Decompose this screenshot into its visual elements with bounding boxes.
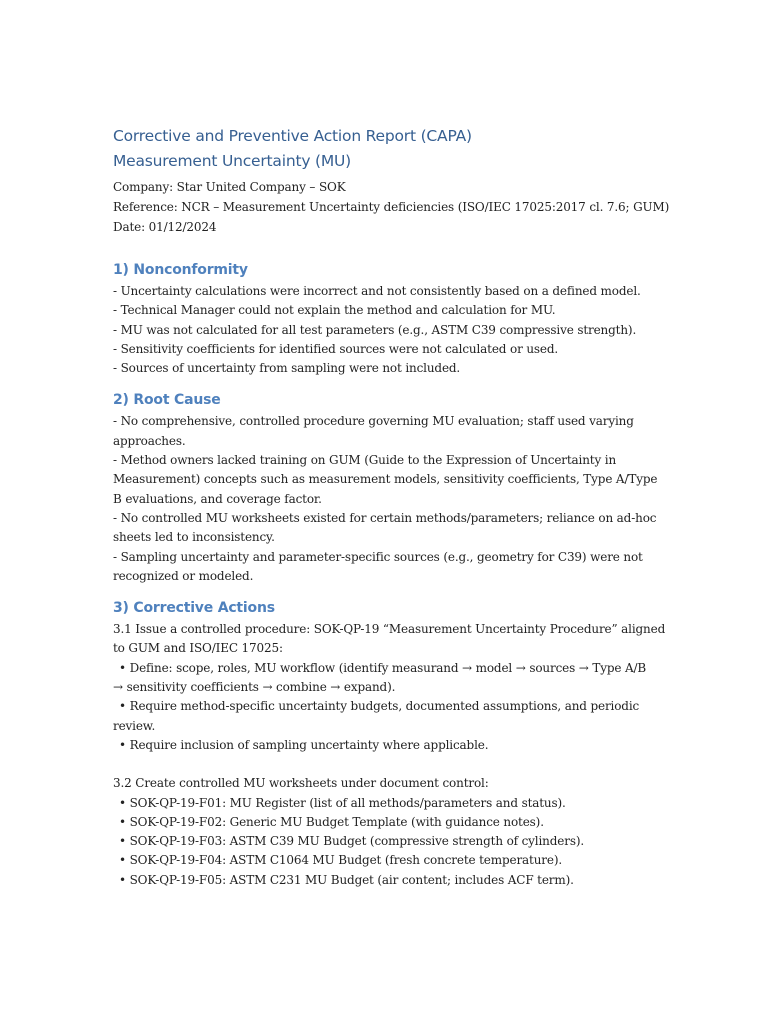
nonconformity-heading: 1) Nonconformity: [113, 262, 248, 278]
report-subtitle: Measurement Uncertainty (MU): [113, 152, 352, 170]
company-line: Company: Star United Company – SOK: [113, 180, 346, 194]
report-meta: [113, 177, 673, 237]
bullet-item: • SOK-QP-19-F04: ASTM C1064 MU Budget (fresh concrete temperature).: [119, 853, 563, 868]
root-cause-text: [113, 412, 673, 586]
report-title: Corrective and Preventive Action Report (CAPA): [113, 127, 472, 145]
text-line: Measurement) concepts such as measurement models, sensitivity coefficients, Type A/Type: [113, 472, 658, 487]
document-page: [113, 124, 673, 890]
corrective-actions-section-1: [113, 620, 673, 755]
text-line: → sensitivity coefficients → combine → expand).: [113, 680, 396, 695]
list-item: - Sources of uncertainty from sampling were not included.: [113, 361, 461, 376]
date-line: Date: 01/12/2024: [113, 220, 217, 234]
text-line: - Sampling uncertainty and parameter-specific sources (e.g., geometry for C39) were not: [113, 549, 643, 564]
reference-line: Reference: NCR – Measurement Uncertainty deficiencies (ISO/IEC 17025:2017 cl. 7.6; GUM): [113, 200, 670, 214]
paragraph-gap: [113, 755, 673, 774]
text-line: - Method owners lacked training on GUM (Guide to the Expression of Uncertainty in: [113, 453, 617, 468]
text-line: B evaluations, and coverage factor.: [113, 491, 322, 506]
text-line: - No comprehensive, controlled procedure governing MU evaluation; staff used varying: [113, 414, 634, 429]
bullet-item: • SOK-QP-19-F03: ASTM C39 MU Budget (compressive strength of cylinders).: [119, 834, 585, 849]
bullet-item: • Define: scope, roles, MU workflow (identify measurand → model → sources → Type A/B: [119, 660, 647, 675]
list-item: - Uncertainty calculations were incorrect and not consistently based on a defined model.: [113, 284, 641, 298]
text-line: approaches.: [113, 433, 186, 448]
corrective-actions-heading: 3) Corrective Actions: [113, 600, 275, 617]
text-line: 3.1 Issue a controlled procedure: SOK-QP-19 “Measurement Uncertainty Procedure” aligned: [113, 622, 666, 637]
text-line: - No controlled MU worksheets existed for certain methods/parameters; reliance on ad-hoc: [113, 510, 657, 525]
bullet-item: • SOK-QP-19-F05: ASTM C231 MU Budget (air content; includes ACF term).: [119, 872, 574, 887]
corrective-actions-section-2: [113, 774, 673, 890]
text-line: to GUM and ISO/IEC 17025:: [113, 641, 283, 656]
text-line: recognized or modeled.: [113, 568, 254, 583]
list-item: - MU was not calculated for all test parameters (e.g., ASTM C39 compressive strength).: [113, 322, 637, 337]
bullet-item: • SOK-QP-19-F02: Generic MU Budget Template (with guidance notes).: [119, 814, 544, 829]
list-item: - Technical Manager could not explain the method and calculation for MU.: [113, 303, 556, 318]
text-line: sheets led to inconsistency.: [113, 530, 275, 545]
bullet-item: • Require method-specific uncertainty budgets, documented assumptions, and periodic: [119, 699, 640, 714]
text-line: review.: [113, 718, 156, 733]
root-cause-heading: 2) Root Cause: [113, 392, 221, 409]
bullet-item: • Require inclusion of sampling uncertainty where applicable.: [119, 737, 489, 752]
list-item: - Sensitivity coefficients for identified sources were not calculated or used.: [113, 341, 559, 356]
nonconformity-list: [113, 282, 673, 378]
bullet-item: • SOK-QP-19-F01: MU Register (list of all methods/parameters and status).: [119, 795, 566, 810]
text-line: 3.2 Create controlled MU worksheets under document control:: [113, 776, 489, 791]
